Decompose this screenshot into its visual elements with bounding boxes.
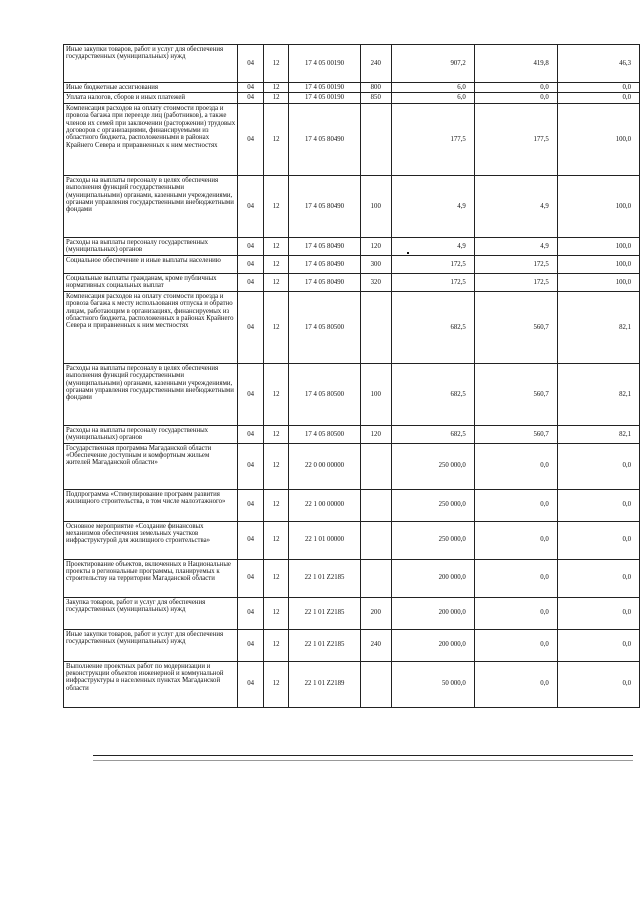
row-section: 04: [238, 489, 264, 521]
row-section: 04: [238, 629, 264, 661]
row-actual-value: 0,0: [474, 443, 557, 489]
row-section: 04: [238, 559, 264, 597]
row-target-code: 17 4 05 80490: [289, 237, 361, 255]
row-name: Проектирование объектов, включенных в Национальные проекты в региональные программы, планируемых к строительству на территории Магаданской области: [64, 559, 238, 597]
row-expense-type: 120: [360, 237, 391, 255]
row-percent: 46,3: [557, 45, 639, 83]
table-row: [64, 521, 640, 559]
row-section: 04: [238, 521, 264, 559]
table-row: [64, 559, 640, 597]
row-expense-type: 120: [360, 425, 391, 443]
row-actual-value: 177,5: [474, 103, 557, 175]
row-name: Иные бюджетные ассигнования: [64, 83, 238, 93]
row-subsection: 12: [264, 291, 289, 363]
row-section: 04: [238, 661, 264, 707]
row-section: 04: [238, 443, 264, 489]
row-name: Закупка товаров, работ и услуг для обеспечения государственных (муниципальных) нужд: [64, 597, 238, 629]
row-target-code: 17 4 05 80490: [289, 175, 361, 237]
row-percent: 100,0: [557, 273, 639, 291]
row-expense-type: 100: [360, 175, 391, 237]
row-actual-value: 0,0: [474, 489, 557, 521]
row-plan-value: 6,0: [391, 83, 474, 93]
row-name: Основное мероприятие «Создание финансовых механизмов обеспечения земельных участков инфраструктурой для жилищного строительства»: [64, 521, 238, 559]
row-subsection: 12: [264, 597, 289, 629]
row-percent: 0,0: [557, 443, 639, 489]
row-actual-value: 0,0: [474, 93, 557, 103]
row-subsection: 12: [264, 255, 289, 273]
row-target-code: 22 0 00 00000: [289, 443, 361, 489]
row-name: Расходы на выплаты персоналу государственных (муниципальных) органов: [64, 237, 238, 255]
row-section: 04: [238, 93, 264, 103]
row-expense-type: 850: [360, 93, 391, 103]
row-expense-type: [360, 291, 391, 363]
row-actual-value: 560,7: [474, 425, 557, 443]
row-name: Расходы на выплаты персоналу в целях обеспечения выполнения функций государственными (муниципальными) органами, казенными учреждениями, органами управления государственными внебюджетными фондами: [64, 363, 238, 425]
row-target-code: 17 4 05 80490: [289, 255, 361, 273]
row-percent: 100,0: [557, 175, 639, 237]
row-section: 04: [238, 363, 264, 425]
row-expense-type: [360, 559, 391, 597]
row-name: Подпрограмма «Стимулирование программ развития жилищного строительства, в том числе малоэтажного»: [64, 489, 238, 521]
row-expense-type: [360, 661, 391, 707]
row-target-code: 22 1 00 00000: [289, 489, 361, 521]
row-target-code: 22 1 01 Z2189: [289, 661, 361, 707]
row-subsection: 12: [264, 45, 289, 83]
table-row: [64, 273, 640, 291]
row-section: 04: [238, 237, 264, 255]
table-row: [64, 45, 640, 83]
row-expense-type: 240: [360, 629, 391, 661]
row-target-code: 17 4 05 80500: [289, 291, 361, 363]
row-target-code: 17 4 05 00190: [289, 45, 361, 83]
row-section: 04: [238, 45, 264, 83]
table-row: [64, 363, 640, 425]
row-percent: 82,1: [557, 363, 639, 425]
row-name: Компенсация расходов на оплату стоимости проезда и провоза багажа при переезде лиц (работников), а также членов их семей при заключении (расторжении) трудовых договоров с организациями, финансируемыми из областного бюджета, расположенными в районах Крайнего Севера и приравненных к ним местностях: [64, 103, 238, 175]
row-expense-type: 200: [360, 597, 391, 629]
row-section: 04: [238, 103, 264, 175]
footer-rule-thin: [93, 760, 633, 761]
row-percent: 0,0: [557, 629, 639, 661]
row-plan-value: 682,5: [391, 291, 474, 363]
row-actual-value: 0,0: [474, 559, 557, 597]
row-plan-value: 172,5: [391, 255, 474, 273]
table-row: [64, 443, 640, 489]
row-actual-value: 4,9: [474, 237, 557, 255]
row-expense-type: [360, 443, 391, 489]
row-percent: 100,0: [557, 237, 639, 255]
row-section: 04: [238, 273, 264, 291]
row-subsection: 12: [264, 521, 289, 559]
row-plan-value: 50 000,0: [391, 661, 474, 707]
table-row: [64, 93, 640, 103]
row-name: Расходы на выплаты персоналу государственных (муниципальных) органов: [64, 425, 238, 443]
row-percent: 100,0: [557, 103, 639, 175]
footer-rule: [93, 755, 633, 756]
row-expense-type: 320: [360, 273, 391, 291]
row-subsection: 12: [264, 559, 289, 597]
row-plan-value: 200 000,0: [391, 559, 474, 597]
row-plan-value: 200 000,0: [391, 629, 474, 661]
row-target-code: 22 1 01 Z2185: [289, 559, 361, 597]
row-name: Социальные выплаты гражданам, кроме публичных нормативных социальных выплат: [64, 273, 238, 291]
row-expense-type: 240: [360, 45, 391, 83]
row-subsection: 12: [264, 661, 289, 707]
row-name: Уплата налогов, сборов и иных платежей: [64, 93, 238, 103]
row-name: Расходы на выплаты персоналу в целях обеспечения выполнения функций государственными (муниципальными) органами, казенными учреждениями, органами управления государственными внебюджетными фондами: [64, 175, 238, 237]
row-name: Государственная программа Магаданской области «Обеспечение доступным и комфортным жильем жителей Магаданской области»: [64, 443, 238, 489]
row-section: 04: [238, 425, 264, 443]
row-actual-value: 172,5: [474, 255, 557, 273]
table-row: [64, 597, 640, 629]
row-expense-type: [360, 103, 391, 175]
row-actual-value: 560,7: [474, 363, 557, 425]
row-target-code: 17 4 05 80500: [289, 425, 361, 443]
row-subsection: 12: [264, 175, 289, 237]
row-plan-value: 172,5: [391, 273, 474, 291]
row-percent: 0,0: [557, 489, 639, 521]
row-actual-value: 172,5: [474, 273, 557, 291]
row-subsection: 12: [264, 83, 289, 93]
table-row: [64, 255, 640, 273]
row-plan-value: 4,9: [391, 175, 474, 237]
row-subsection: 12: [264, 443, 289, 489]
row-subsection: 12: [264, 629, 289, 661]
table-row: [64, 175, 640, 237]
row-percent: 0,0: [557, 521, 639, 559]
row-section: 04: [238, 175, 264, 237]
row-plan-value: 200 000,0: [391, 597, 474, 629]
row-target-code: 17 4 05 80490: [289, 103, 361, 175]
row-target-code: 22 1 01 00000: [289, 521, 361, 559]
row-percent: 82,1: [557, 291, 639, 363]
row-target-code: 17 4 05 00190: [289, 93, 361, 103]
table-row: [64, 291, 640, 363]
row-subsection: 12: [264, 93, 289, 103]
budget-table: [63, 44, 640, 708]
row-section: 04: [238, 597, 264, 629]
table-row: [64, 425, 640, 443]
table-row: [64, 661, 640, 707]
row-percent: 0,0: [557, 93, 639, 103]
row-plan-value: 682,5: [391, 425, 474, 443]
row-section: 04: [238, 83, 264, 93]
row-actual-value: 0,0: [474, 521, 557, 559]
row-plan-value: 250 000,0: [391, 489, 474, 521]
row-percent: 0,0: [557, 559, 639, 597]
row-plan-value: 250 000,0: [391, 521, 474, 559]
row-subsection: 12: [264, 425, 289, 443]
row-percent: 0,0: [557, 661, 639, 707]
table-row: [64, 103, 640, 175]
row-name: Иные закупки товаров, работ и услуг для обеспечения государственных (муниципальных) нужд: [64, 45, 238, 83]
table-row: [64, 237, 640, 255]
row-actual-value: 419,8: [474, 45, 557, 83]
table-row: [64, 489, 640, 521]
table-row: [64, 83, 640, 93]
row-actual-value: 0,0: [474, 661, 557, 707]
row-subsection: 12: [264, 237, 289, 255]
row-name: Социальное обеспечение и иные выплаты населению: [64, 255, 238, 273]
row-expense-type: 100: [360, 363, 391, 425]
row-target-code: 17 4 05 80500: [289, 363, 361, 425]
row-section: 04: [238, 255, 264, 273]
row-name: Выполнение проектных работ по модернизации и реконструкции объектов инженерной и коммунальной инфраструктуры в населенных пунктах Магаданской области: [64, 661, 238, 707]
row-plan-value: 6,0: [391, 93, 474, 103]
row-name: Иные закупки товаров, работ и услуг для обеспечения государственных (муниципальных) нужд: [64, 629, 238, 661]
scan-mark: [407, 252, 409, 254]
row-name: Компенсация расходов на оплату стоимости проезда и провоза багажа к месту использования отпуска и обратно лицам, работающим в организациях, финансируемых из областного бюджета, расположенных в районах Крайнего Севера и приравненных к ним местностях: [64, 291, 238, 363]
row-subsection: 12: [264, 363, 289, 425]
row-expense-type: 300: [360, 255, 391, 273]
row-percent: 100,0: [557, 255, 639, 273]
row-percent: 0,0: [557, 597, 639, 629]
row-plan-value: 250 000,0: [391, 443, 474, 489]
row-expense-type: [360, 489, 391, 521]
table-row: [64, 629, 640, 661]
row-subsection: 12: [264, 103, 289, 175]
row-actual-value: 0,0: [474, 597, 557, 629]
row-plan-value: 4,9: [391, 237, 474, 255]
row-target-code: 22 1 01 Z2185: [289, 629, 361, 661]
row-actual-value: 560,7: [474, 291, 557, 363]
row-actual-value: 0,0: [474, 629, 557, 661]
row-plan-value: 682,5: [391, 363, 474, 425]
row-expense-type: 800: [360, 83, 391, 93]
row-expense-type: [360, 521, 391, 559]
row-target-code: 17 4 05 00190: [289, 83, 361, 93]
row-target-code: 22 1 01 Z2185: [289, 597, 361, 629]
table-body: [64, 45, 640, 708]
row-plan-value: 907,2: [391, 45, 474, 83]
row-actual-value: 4,9: [474, 175, 557, 237]
row-percent: 0,0: [557, 83, 639, 93]
row-subsection: 12: [264, 489, 289, 521]
row-target-code: 17 4 05 80490: [289, 273, 361, 291]
row-subsection: 12: [264, 273, 289, 291]
row-actual-value: 0,0: [474, 83, 557, 93]
row-percent: 82,1: [557, 425, 639, 443]
row-plan-value: 177,5: [391, 103, 474, 175]
row-section: 04: [238, 291, 264, 363]
